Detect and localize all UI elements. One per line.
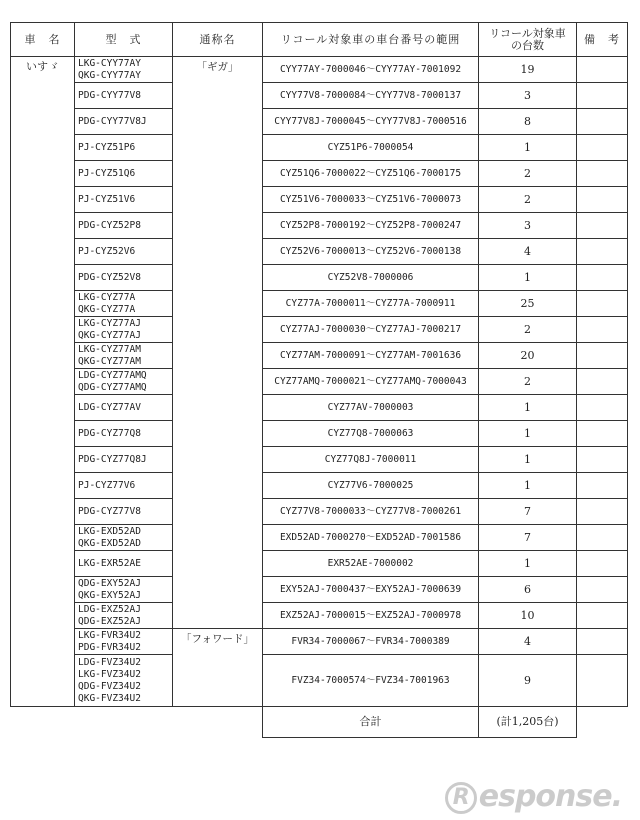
vin-range-cell: EXR52AE-7000002 [263, 551, 479, 577]
model-code: LKG-FVZ34U2 [78, 668, 141, 680]
vin-range-cell: EXD52AD-7000270～EXD52AD-7001586 [263, 525, 479, 551]
count-cell: 3 [479, 83, 577, 109]
model-cell [75, 577, 173, 603]
total-count: (計1,205台) [479, 707, 577, 738]
maker-cell: いすゞ [11, 57, 75, 707]
model-code: PDG-CYY77V8J [78, 115, 147, 127]
note-cell [577, 109, 628, 135]
model-code: QKG-CYZ77AJ [78, 329, 141, 341]
model-cell [75, 551, 173, 577]
vin-range-cell: EXY52AJ-7000437～EXY52AJ-7000639 [263, 577, 479, 603]
count-cell: 1 [479, 421, 577, 447]
model-code: PDG-FVR34U2 [78, 641, 141, 653]
note-cell [577, 603, 628, 629]
count-cell: 1 [479, 551, 577, 577]
table-row [11, 291, 628, 317]
model-cell [75, 109, 173, 135]
model-code: PDG-CYY77V8 [78, 89, 141, 101]
header-range: リコール対象車の車台番号の範囲 [263, 23, 479, 57]
total-row [11, 707, 628, 738]
table-row [11, 135, 628, 161]
model-cell [75, 343, 173, 369]
note-cell [577, 577, 628, 603]
vin-range-cell: CYY77V8J-7000045～CYY77V8J-7000516 [263, 109, 479, 135]
table-row [11, 109, 628, 135]
note-cell [577, 239, 628, 265]
model-code: PDG-CYZ52P8 [78, 219, 141, 231]
model-code: QDG-EXY52AJ [78, 577, 141, 589]
table-row [11, 629, 628, 655]
model-code: LDG-FVZ34U2 [78, 656, 141, 668]
vin-range-cell: CYZ77Q8J-7000011 [263, 447, 479, 473]
count-cell: 1 [479, 447, 577, 473]
vin-range-cell: CYZ52V6-7000013～CYZ52V6-7000138 [263, 239, 479, 265]
model-cell [75, 395, 173, 421]
vin-range-cell: FVZ34-7000574～FVZ34-7001963 [263, 655, 479, 707]
model-cell [75, 447, 173, 473]
table-row [11, 551, 628, 577]
model-cell [75, 57, 173, 83]
table-row [11, 603, 628, 629]
model-code: QKG-FVZ34U2 [78, 692, 141, 704]
count-cell: 19 [479, 57, 577, 83]
model-cell [75, 369, 173, 395]
model-code: LKG-EXR52AE [78, 557, 141, 569]
model-code: LDG-CYZ77AV [78, 401, 141, 413]
vin-range-cell: CYZ77AJ-7000030～CYZ77AJ-7000217 [263, 317, 479, 343]
note-cell [577, 499, 628, 525]
count-cell: 8 [479, 109, 577, 135]
vin-range-cell: CYZ77A-7000011～CYZ77A-7000911 [263, 291, 479, 317]
model-code: LKG-FVR34U2 [78, 629, 141, 641]
vin-range-cell: CYZ77V8-7000033～CYZ77V8-7000261 [263, 499, 479, 525]
model-code: QDG-CYZ77AMQ [78, 381, 147, 393]
count-cell: 1 [479, 473, 577, 499]
table-row [11, 525, 628, 551]
model-cell [75, 603, 173, 629]
count-cell: 2 [479, 161, 577, 187]
watermark-text: esponse. [478, 779, 622, 814]
model-code: PJ-CYZ51V6 [78, 193, 136, 205]
model-code: LKG-EXD52AD [78, 525, 141, 537]
model-cell [75, 265, 173, 291]
table-row [11, 239, 628, 265]
model-code: LKG-CYY77AY [78, 57, 141, 69]
note-cell [577, 343, 628, 369]
note-cell [577, 265, 628, 291]
vin-range-cell: CYZ77Q8-7000063 [263, 421, 479, 447]
count-cell: 2 [479, 317, 577, 343]
count-cell: 1 [479, 265, 577, 291]
model-cell [75, 473, 173, 499]
table-row [11, 447, 628, 473]
table-row [11, 213, 628, 239]
table-row [11, 265, 628, 291]
model-code: PDG-CYZ77Q8J [78, 453, 147, 465]
table-row [11, 655, 628, 707]
table-row [11, 577, 628, 603]
table-row [11, 317, 628, 343]
count-cell: 2 [479, 369, 577, 395]
table-row [11, 369, 628, 395]
model-cell [75, 135, 173, 161]
note-cell [577, 213, 628, 239]
model-code: LKG-CYZ77A [78, 291, 136, 303]
header-count-line1: リコール対象車 [489, 26, 566, 40]
table-body [11, 57, 628, 738]
header-model: 型 式 [75, 23, 173, 57]
model-cell [75, 421, 173, 447]
count-cell: 4 [479, 239, 577, 265]
recall-table-container [10, 22, 627, 738]
note-cell [577, 57, 628, 83]
table-row [11, 83, 628, 109]
total-spacer [11, 707, 263, 738]
header-common-name: 通称名 [173, 23, 263, 57]
header-note: 備 考 [577, 23, 628, 57]
model-code: LDG-CYZ77AMQ [78, 369, 147, 381]
model-cell [75, 187, 173, 213]
vin-range-cell: EXZ52AJ-7000015～EXZ52AJ-7000978 [263, 603, 479, 629]
model-code: PJ-CYZ51Q6 [78, 167, 136, 179]
note-cell [577, 473, 628, 499]
header-count-line2: の台数 [511, 38, 544, 52]
header-count [479, 23, 577, 57]
common-name-giga: 「ギガ」 [173, 57, 263, 629]
model-cell [75, 629, 173, 655]
count-cell: 3 [479, 213, 577, 239]
note-cell [577, 83, 628, 109]
count-cell: 4 [479, 629, 577, 655]
vin-range-cell: CYZ77V6-7000025 [263, 473, 479, 499]
vin-range-cell: CYZ51P6-7000054 [263, 135, 479, 161]
model-cell [75, 655, 173, 707]
note-cell [577, 447, 628, 473]
count-cell: 7 [479, 499, 577, 525]
table-row [11, 187, 628, 213]
model-code: QKG-CYY77AY [78, 69, 141, 81]
model-cell [75, 239, 173, 265]
table-row [11, 395, 628, 421]
recall-table [10, 22, 628, 738]
vin-range-cell: CYZ51Q6-7000022～CYZ51Q6-7000175 [263, 161, 479, 187]
common-name-forward: 「フォワード」 [173, 629, 263, 707]
model-cell [75, 161, 173, 187]
note-cell [577, 629, 628, 655]
table-row [11, 421, 628, 447]
table-row [11, 499, 628, 525]
count-cell: 1 [479, 135, 577, 161]
note-cell [577, 551, 628, 577]
model-code: QKG-EXY52AJ [78, 589, 141, 601]
count-cell: 2 [479, 187, 577, 213]
header-maker: 車 名 [11, 23, 75, 57]
note-cell [577, 291, 628, 317]
count-cell: 7 [479, 525, 577, 551]
note-cell [577, 187, 628, 213]
vin-range-cell: FVR34-7000067～FVR34-7000389 [263, 629, 479, 655]
note-cell [577, 369, 628, 395]
table-row [11, 161, 628, 187]
model-code: QDG-EXZ52AJ [78, 615, 141, 627]
model-code: LKG-CYZ77AJ [78, 317, 141, 329]
total-label: 合計 [263, 707, 479, 738]
model-cell [75, 213, 173, 239]
model-code: LDG-EXZ52AJ [78, 603, 141, 615]
vin-range-cell: CYY77AY-7000046～CYY77AY-7001092 [263, 57, 479, 83]
count-cell: 25 [479, 291, 577, 317]
note-cell [577, 135, 628, 161]
vin-range-cell: CYZ52V8-7000006 [263, 265, 479, 291]
model-code: PDG-CYZ52V8 [78, 271, 141, 283]
model-code: QKG-EXD52AD [78, 537, 141, 549]
model-code: LKG-CYZ77AM [78, 343, 141, 355]
model-cell [75, 317, 173, 343]
vin-range-cell: CYZ77AV-7000003 [263, 395, 479, 421]
table-row [11, 473, 628, 499]
total-note-spacer [577, 707, 628, 738]
table-row [11, 343, 628, 369]
vin-range-cell: CYZ51V6-7000033～CYZ51V6-7000073 [263, 187, 479, 213]
model-code: PJ-CYZ77V6 [78, 479, 136, 491]
header-row [11, 23, 628, 57]
note-cell [577, 317, 628, 343]
vin-range-cell: CYZ52P8-7000192～CYZ52P8-7000247 [263, 213, 479, 239]
model-cell [75, 525, 173, 551]
note-cell [577, 161, 628, 187]
count-cell: 1 [479, 395, 577, 421]
note-cell [577, 525, 628, 551]
model-code: QKG-CYZ77A [78, 303, 136, 315]
count-cell: 9 [479, 655, 577, 707]
count-cell: 20 [479, 343, 577, 369]
model-code: PJ-CYZ52V6 [78, 245, 136, 257]
note-cell [577, 395, 628, 421]
model-code: PJ-CYZ51P6 [78, 141, 136, 153]
count-cell: 10 [479, 603, 577, 629]
table-row [11, 57, 628, 83]
model-code: QDG-FVZ34U2 [78, 680, 141, 692]
model-code: PDG-CYZ77Q8 [78, 427, 141, 439]
r-logo-icon: R [445, 782, 477, 814]
vin-range-cell: CYZ77AMQ-7000021～CYZ77AMQ-7000043 [263, 369, 479, 395]
model-cell [75, 291, 173, 317]
count-cell: 6 [479, 577, 577, 603]
response-watermark-logo [445, 779, 622, 814]
vin-range-cell: CYZ77AM-7000091～CYZ77AM-7001636 [263, 343, 479, 369]
model-code: PDG-CYZ77V8 [78, 505, 141, 517]
model-code: QKG-CYZ77AM [78, 355, 141, 367]
model-cell [75, 83, 173, 109]
vin-range-cell: CYY77V8-7000084～CYY77V8-7000137 [263, 83, 479, 109]
model-cell [75, 499, 173, 525]
note-cell [577, 421, 628, 447]
note-cell [577, 655, 628, 707]
